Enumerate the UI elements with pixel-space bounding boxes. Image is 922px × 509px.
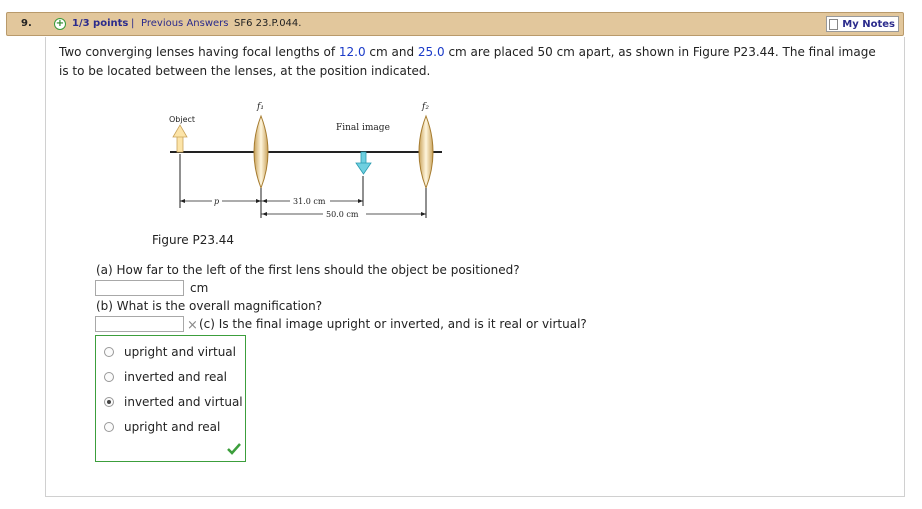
option-upright-real[interactable] xyxy=(96,420,220,434)
f1-label: f₁ xyxy=(257,102,264,112)
expand-plus-icon[interactable]: + xyxy=(55,18,65,29)
question-number: 9. xyxy=(21,18,32,29)
object-label: Object xyxy=(169,115,196,124)
problem-text-2: cm and xyxy=(365,45,418,59)
option-inverted-real[interactable] xyxy=(96,370,227,384)
part-b-question: (b) What is the overall magnification? xyxy=(96,299,323,313)
final-image-label: Final image xyxy=(336,123,390,133)
final-image-arrow xyxy=(356,152,371,174)
part-b-input[interactable] xyxy=(95,316,184,332)
problem-statement xyxy=(59,43,889,81)
object-arrow xyxy=(173,125,187,152)
figure-caption: Figure P23.44 xyxy=(152,233,235,247)
option-label: upright and virtual xyxy=(124,345,236,359)
part-a-unit: cm xyxy=(190,281,209,295)
incorrect-x-icon: × xyxy=(187,318,198,333)
option-label: upright and real xyxy=(124,420,221,434)
p-label: p xyxy=(214,197,220,206)
option-inverted-virtual[interactable] xyxy=(96,395,243,409)
problem-text-3: cm are placed 50 cm apart, as shown in Figure P23.44. The final image is to be located between the lenses, at the position indicated. xyxy=(59,45,876,78)
radio-button[interactable] xyxy=(104,422,114,432)
my-notes-label: My Notes xyxy=(842,18,895,30)
f1-value: 12.0 xyxy=(338,45,366,59)
option-label: inverted and virtual xyxy=(124,395,243,409)
option-upright-virtual[interactable] xyxy=(96,345,236,359)
points-score: 1/3 points xyxy=(72,18,129,29)
note-page-icon xyxy=(829,19,838,30)
option-label: inverted and real xyxy=(124,370,228,384)
part-a-question: (a) How far to the left of the first lens should the object be positioned? xyxy=(96,263,520,277)
part-a-input[interactable] xyxy=(95,280,184,296)
problem-code: SF6 23.P.044. xyxy=(234,18,302,29)
f2-label: f₂ xyxy=(422,102,429,112)
part-c-choices xyxy=(95,335,246,462)
f2-value: 25.0 xyxy=(417,45,445,59)
lens-figure xyxy=(150,92,480,232)
my-notes-button[interactable] xyxy=(826,16,899,32)
distance-31-label: 31.0 cm xyxy=(293,197,326,206)
correct-check-icon xyxy=(227,443,241,455)
lens-1 xyxy=(254,116,268,188)
distance-50-label: 50.0 cm xyxy=(326,210,359,219)
lens-2 xyxy=(419,116,433,188)
radio-button-selected[interactable] xyxy=(104,397,114,407)
radio-button[interactable] xyxy=(104,372,114,382)
part-c-question: (c) Is the final image upright or inverted, and is it real or virtual? xyxy=(199,317,587,331)
question-header xyxy=(6,12,904,36)
problem-text-1: Two converging lenses having focal lengths of xyxy=(59,45,339,59)
radio-button[interactable] xyxy=(104,347,114,357)
previous-answers-link[interactable]: Previous Answers xyxy=(141,18,229,29)
header-separator: | xyxy=(131,18,135,29)
